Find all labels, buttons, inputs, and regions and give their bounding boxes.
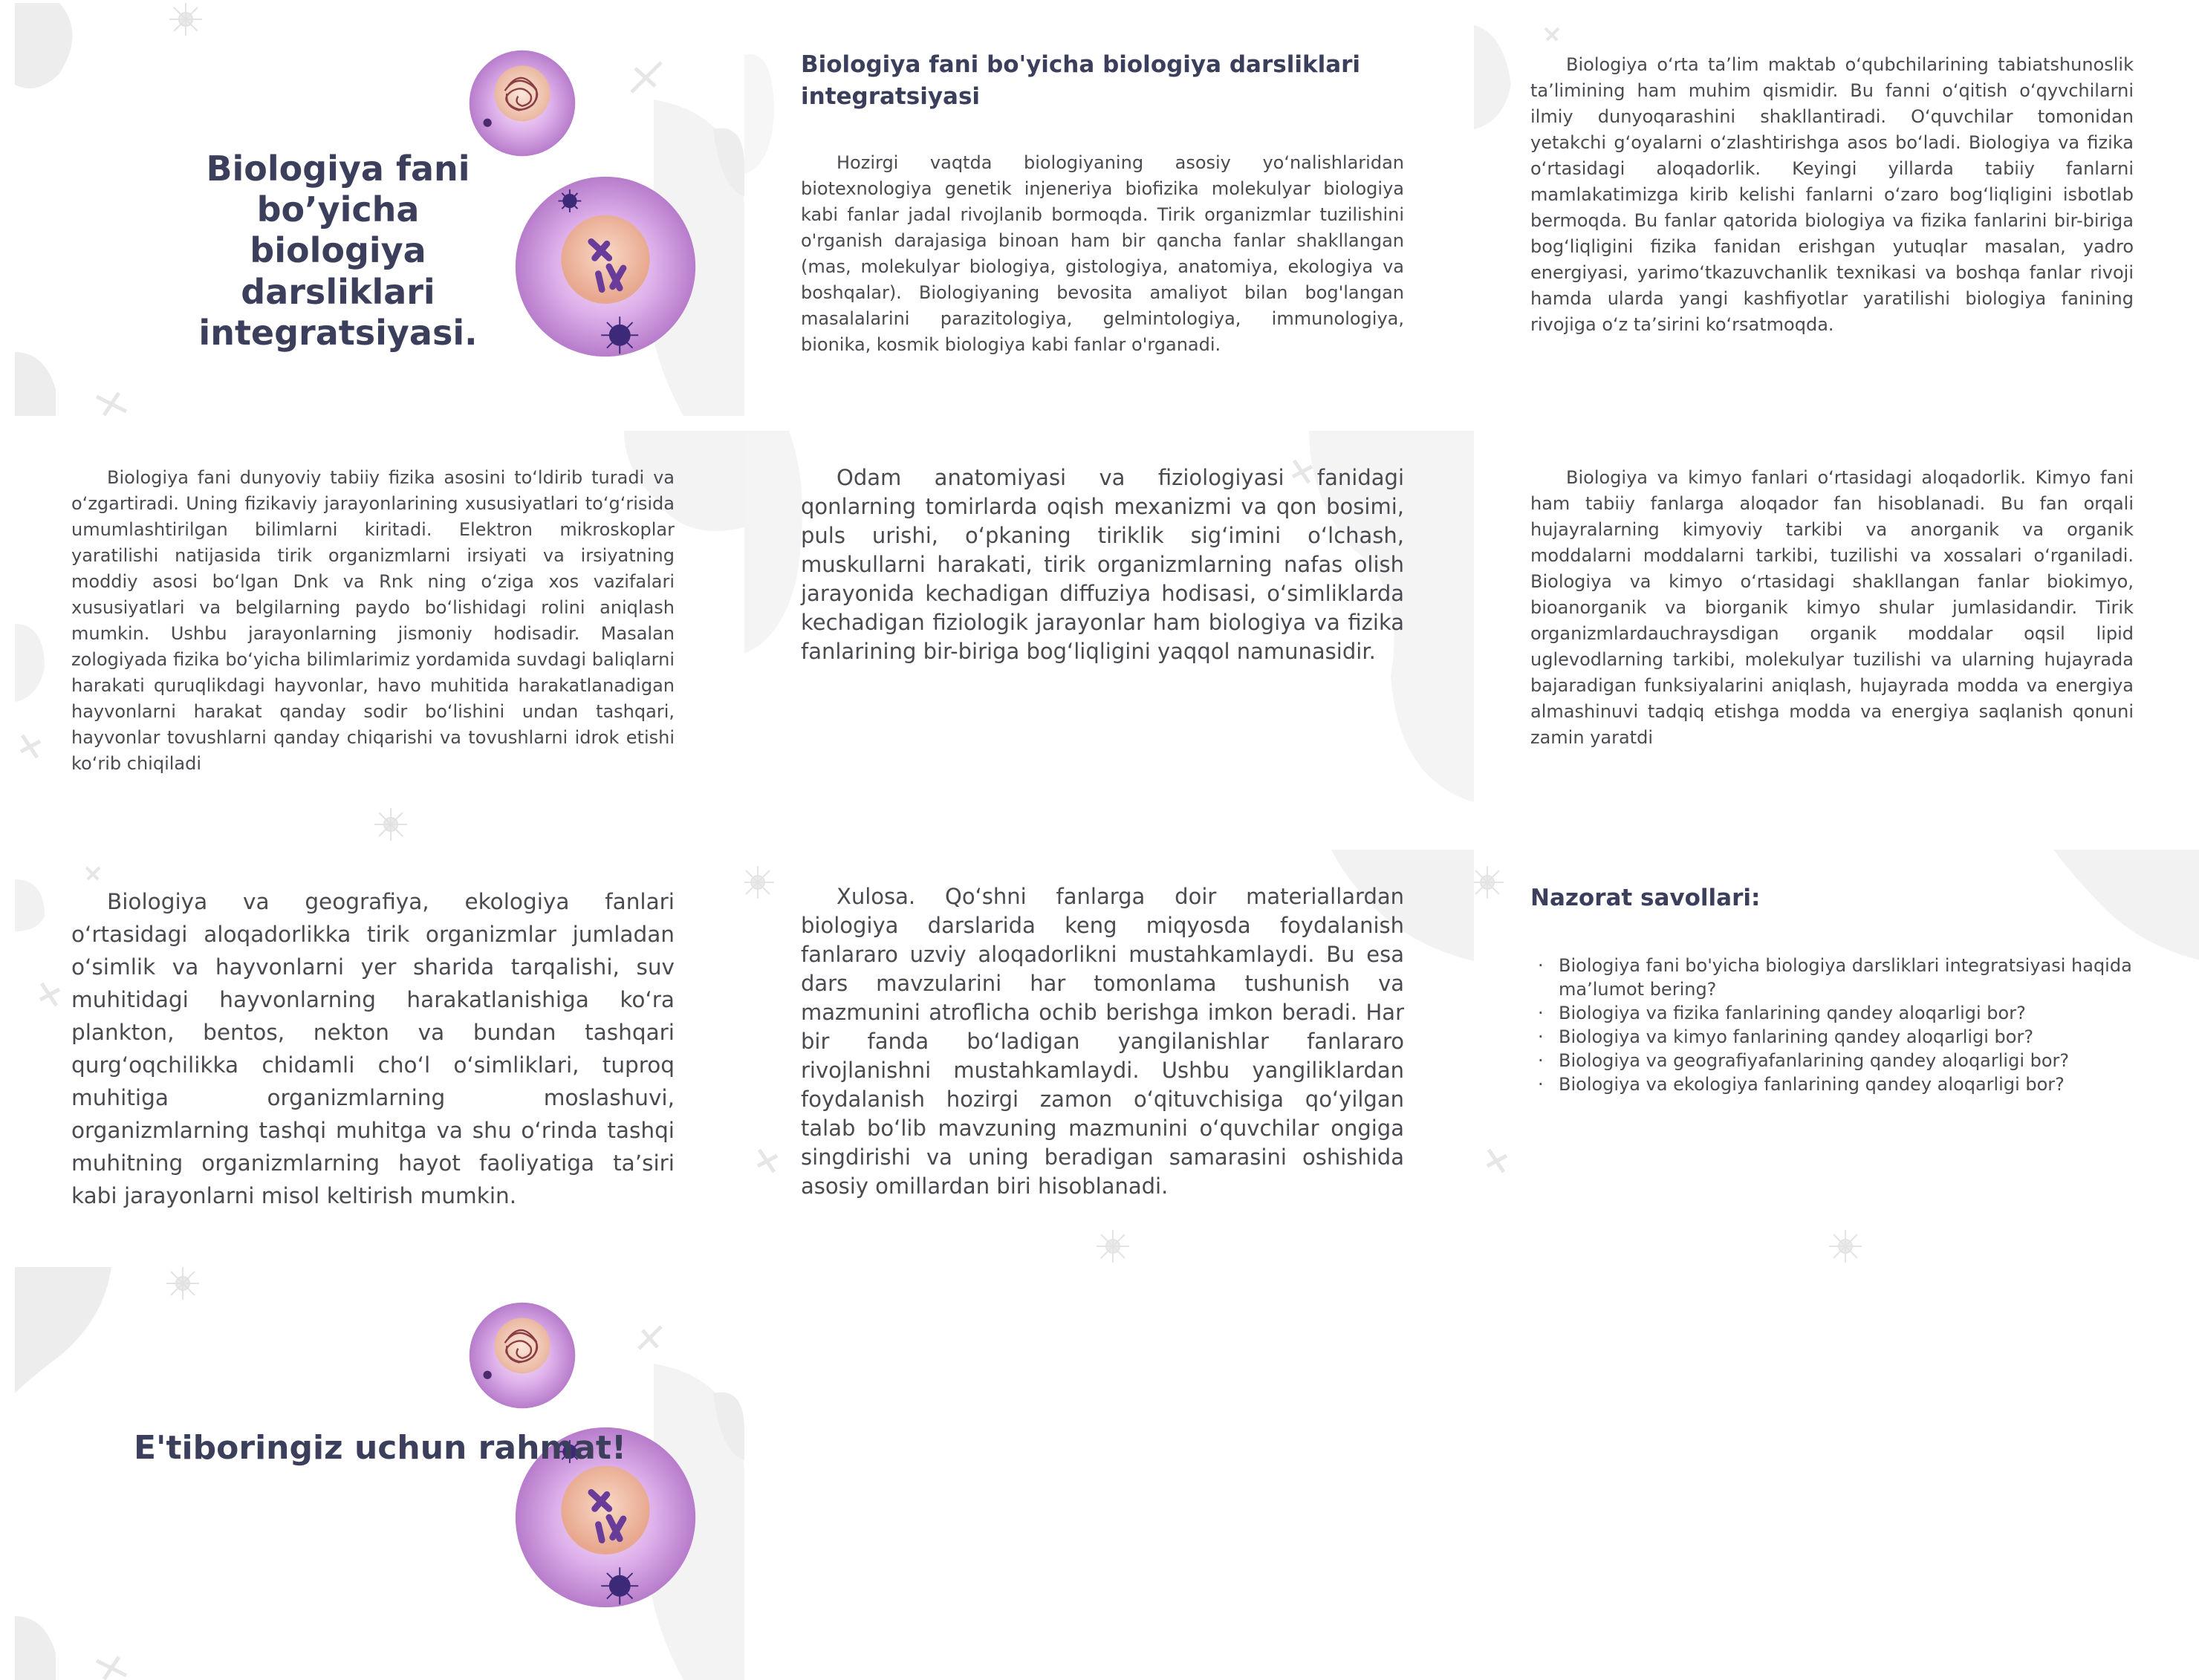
dna-strand-icon — [758, 1150, 777, 1172]
slide-geography-link — [15, 850, 744, 1263]
slide-body-text: Hozirgi vaqtda biologiyaning asosiy yo‘nalishlaridan biotexnologiya genetik injeneriya biofizika molekulyar biologiya kabi fanlar jadal rivojlanib bormoqda. Tirik organizmlar tuzilishini o'rganish darajasiga binoan ham bir qancha fanlar shakllangan (mas, molekulyar biologiya, gistologiya, anatomiya, ekologiya va boshqalar). Biologiyaning bevosita amaliyot bilan bog'langan masalalarini parazitologiya, gelmintologiya, immunologiya, bionika, kosmik biologiya kabi fanlar o'rganadi. — [801, 152, 1404, 355]
dna-strand-icon — [97, 393, 126, 415]
list-item: · Biologiya va fizika fanlarining qandey aloqarligi bor? — [1530, 1001, 2140, 1025]
slide-body-text: Biologiya va geografiya, ekologiya fanlari o‘rtasidagi aloqadorlikka tirik organizmlar jumladan o‘simlik va hayvonlarni yer sharida tarqalishi, suv muhitidagi hayvonlarning harakatlanishiga ko‘ra plankton, bentos, nekton va bundan tashqari qurg‘oqchilikka chidamli cho‘l o‘simliklari, tuproq muhitiga organizmlarning moslashuvi, organizmlarning tashqi muhitga va shu o‘rinda tashqi muhitning organizmlarning hayot faoliyatiga ta’siri kabi jarayonlarni misol keltirish mumkin. — [71, 889, 675, 1208]
slide-heading: Nazorat savollari: — [1530, 885, 1761, 911]
thanks-title: E'tiboringiz uchun rahmat! — [134, 1429, 627, 1467]
cell-nucleus-icon — [467, 1300, 578, 1411]
dna-strand-icon — [40, 983, 59, 1006]
dna-strand-icon — [97, 1657, 126, 1679]
slide-body-text: Biologiya o‘rta ta’lim maktab o‘qubchilarining tabiatshunoslik ta’limining ham muhim qismidir. Bu fanni o‘qitish o‘qyvchilarni ilmiy dunyoqarashini shakllantiradi. O‘quvchilar tomonidan yetakchi g‘oyalarni o‘zlashtirishga asos bo‘ladi. Biologiya va fizika o‘rtasidagi aloqadorlik. Keyingi yillarda tabiiy fanlarni mamlakatimizga kirib kelishi fanlarni o‘zaro bog‘liqligini isbotlab bermoqda. Bu fanlar qatorida biologiya va fizika fanlarini bir-biriga bog‘liqligini fizika fanidan erishgan yutuqlar masalan, yadro energiyasi, yarimo‘tkazuvchanlik texnikasi va boshqa fanlar rivoji hamda ularda yangi kashfiyotlar yaratilishi biologiya fanining rivojiga o‘z ta’sirini ko‘rsatmoqda. — [1530, 54, 2134, 335]
virus-icon — [1097, 1230, 1129, 1263]
dna-strand-icon — [86, 867, 100, 879]
slide-title — [15, 3, 744, 416]
slide-body-text: Xulosa. Qo‘shni fanlarga doir materiallardan biologiya darslarida keng miqyosda foydalanish fanlararo uzviy aloqadorlikni mustahkamlaydi. Bu esa dars mavzularini har tomonlama tushunish va mazmunini atroflicha ochib berishga imkon beradi. Har bir fanda bo‘ladigan yangilanishlar fanlararo rivojlanishni mustahkamlaydi. Ushbu yangiliklardan foydalanish hozirgi zamon o‘qituvchisiga qo‘yilgan talab bo‘lib mavzuning mazmunini o‘quvchilar ongiga singdirishi va uning beradigan samarasini oshishida asosiy omillardan biri hisoblanadi. — [801, 884, 1404, 1199]
slide-integration — [744, 3, 1474, 416]
virus-icon — [169, 3, 202, 36]
dividing-cell-icon — [513, 174, 698, 359]
list-item: · Biologiya fani bo'yicha biologiya darsliklari integratsiyasi haqida ma’lumot bering? — [1530, 954, 2140, 1001]
slide-body-text: Odam anatomiyasi va fiziologiyasi fanidagi qonlarning tomirlarda oqish mexanizmi va qon bosimi, puls urishi, o‘pkaning tiriklik sig‘imini o‘lchash, muskullarni harakati, tirik organizmlarning nafas olish jarayonida kechadigan diffuziya hodisasi, o‘simliklarda kechadigan fiziologik jarayonlar ham biologiya va fizika fanlarining bir-biriga bog‘liqligini yaqqol namunasidir. — [801, 465, 1404, 664]
questions-list — [1530, 954, 2140, 1096]
cell-nucleus-icon — [467, 48, 578, 159]
list-item: · Biologiya va kimyo fanlarining qandey aloqarligi bor? — [1530, 1025, 2140, 1049]
virus-icon — [166, 1267, 199, 1300]
slide-conclusion — [744, 850, 1474, 1263]
slide-physics-bio — [15, 431, 744, 844]
virus-icon — [744, 866, 774, 899]
slide-questions — [1474, 850, 2199, 1263]
dna-strand-icon — [21, 735, 40, 758]
slide-heading: Biologiya fani bo'yicha biologiya darsliklari integratsiyasi — [801, 51, 1361, 110]
slide-body-text: Biologiya fani dunyoviy tabiiy fizika asosini to‘ldirib turadi va o‘zgartiradi. Uning fizikaviy jarayonlarining xususiyatlari to‘g‘risida umumlashtirilgan bilimlarni kiritadi. Elektron mikroskoplar yaratilishi natijasida tirik organizmlarni irsiyati va irsiyatning moddiy asosi bo‘lgan Dnk va Rnk ning o‘ziga xos vazifalari xususiyatlari va belgilarning paydo bo‘lishidagi rolini aniqlash mumkin. Ushbu jarayonlarning jismoniy hodisadir. Masalan zologiyada fizika bo‘yicha bilimlarimiz yordamida suvdagi baliqlarni harakati quruqlikdagi hayvonlar, havo muhitida harakatlanadigan hayvonlarni harakat qanday sodir bo‘lishini undan tashqari, hayvonlar tovushlarni qanday chiqarishi va tovushlarni idrok etishi ko‘rib chiqiladi — [71, 467, 675, 774]
dna-strand-icon — [1545, 28, 1559, 40]
dna-strand-icon — [631, 62, 661, 92]
slide-chemistry-link — [1474, 431, 2199, 844]
slide-anatomy — [744, 431, 1474, 844]
slide-physics-link — [1474, 3, 2199, 416]
slide-thanks — [15, 1267, 744, 1680]
virus-icon — [1474, 866, 1504, 899]
virus-icon — [1829, 1230, 1862, 1263]
slide-title-text: Biologiya fani bo’yicha biologiya darsliklari integratsiyasi. — [198, 149, 478, 353]
slide-body-text: Biologiya va kimyo fanlari o‘rtasidagi aloqadorlik. Kimyo fani ham tabiiy fanlarga aloqador fan hisoblanadi. Bu fan orqali hujayralarning kimyoviy tarkibi va anorganik va organik moddalarni moddalarni tarkibi, tuzilishi va xossalari o‘rganiladi. Biologiya va kimyo o‘rtasidagi shakllangan fanlar biokimyo, bioanorganik va biorganik kimyo shular jumlasidandir. Tirik organizmlardauchraysdigan organik moddalar oqsil lipid uglevodlarning tarkibi, molekulyar tuzilishi va ularning hujayrada bajaradigan funksiyalarini aniqlash, hujayrada modda va energiya almashinuvi tadqiq etishga modda va energiya saqlanish qonuni zamin yaratdi — [1530, 467, 2134, 748]
dna-strand-icon — [639, 1326, 661, 1349]
virus-icon — [374, 808, 407, 841]
dna-strand-icon — [1487, 1150, 1507, 1172]
list-item: · Biologiya va ekologiya fanlarining qandey aloqarligi bor? — [1530, 1072, 2140, 1096]
list-item: · Biologiya va geografiyafanlarining qandey aloqarligi bor? — [1530, 1049, 2140, 1072]
